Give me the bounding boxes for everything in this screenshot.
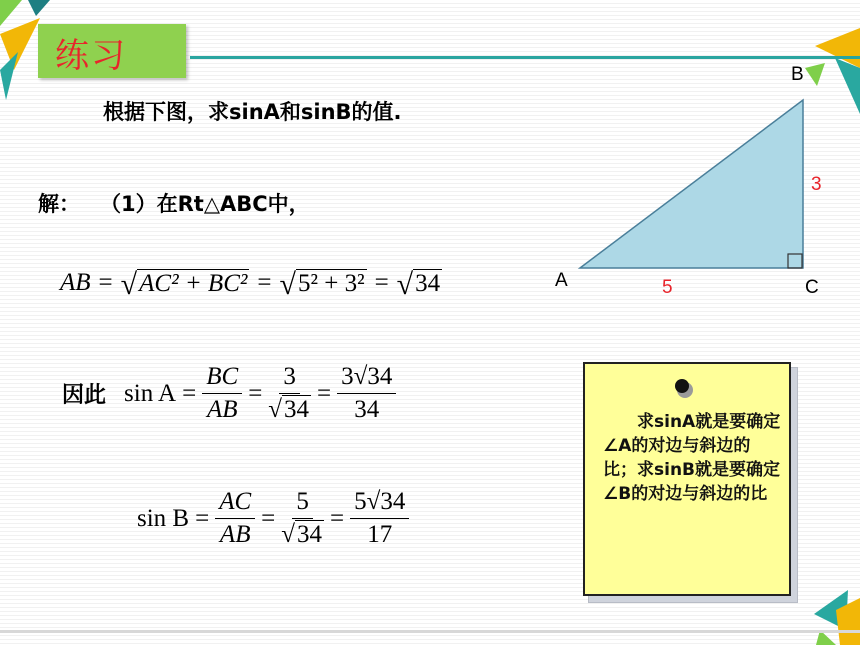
equation-sina-row bbox=[62, 363, 402, 424]
sina-fraction-1 bbox=[202, 363, 242, 424]
sqrt-symbol: √ bbox=[281, 521, 296, 548]
sqrt-symbol: √ bbox=[268, 396, 283, 423]
fraction-denominator: 17 bbox=[367, 521, 393, 548]
sinb-lhs: sin B bbox=[137, 504, 190, 532]
sinb-fraction-2 bbox=[281, 488, 324, 549]
equals-sign: = bbox=[98, 269, 113, 296]
fraction-denominator: AB bbox=[219, 521, 251, 548]
ab-radicand-1: AC² + BC² bbox=[139, 269, 248, 297]
ab-lhs: AB bbox=[60, 269, 91, 296]
equation-ab bbox=[60, 266, 442, 300]
sqrt-symbol-3: √ bbox=[396, 268, 414, 301]
sinb-fraction-1 bbox=[215, 488, 255, 549]
fraction-numerator: 5√34 bbox=[350, 488, 409, 519]
corner-decoration-bottom-right bbox=[790, 590, 860, 645]
ab-radicand-2: 5² + 3² bbox=[297, 269, 365, 297]
triangle-shape bbox=[580, 100, 803, 268]
sina-fraction-2 bbox=[268, 363, 311, 424]
hint-note bbox=[583, 362, 791, 596]
vertex-label-a: A bbox=[555, 270, 568, 291]
pin-icon bbox=[671, 374, 699, 402]
hint-text: 求sinA就是要确定∠A的对边与斜边的比；求sinB就是要确定∠B的对边与斜边的比 bbox=[603, 412, 781, 504]
fraction-numerator: 3 bbox=[279, 363, 300, 394]
fraction-denominator: 34 bbox=[354, 396, 380, 423]
fraction-numerator: 5 bbox=[292, 488, 313, 519]
ab-result: 34 bbox=[415, 269, 441, 297]
slide-title: 练习 bbox=[55, 36, 127, 76]
question-text: 根据下图，求sinA和sinB的值. bbox=[103, 100, 402, 124]
sina-fraction-3 bbox=[337, 363, 396, 424]
sqrt-symbol-1: √ bbox=[120, 268, 138, 301]
title-divider bbox=[190, 56, 860, 59]
solution-part-label: （1）在Rt△ABC中， bbox=[100, 192, 310, 216]
side-label-ac: 5 bbox=[662, 277, 673, 298]
vertex-label-c: C bbox=[805, 277, 819, 298]
solution-label: 解： bbox=[38, 192, 80, 216]
equals-sign: = bbox=[374, 269, 389, 296]
footer-divider bbox=[0, 630, 860, 633]
sina-lhs: sin A bbox=[124, 379, 177, 407]
equals-sign: = bbox=[257, 269, 272, 296]
fraction-numerator: AC bbox=[215, 488, 255, 519]
sinb-fraction-3 bbox=[350, 488, 409, 549]
fraction-denominator: 34 bbox=[284, 396, 310, 423]
fraction-numerator: 3√34 bbox=[337, 363, 396, 394]
solution-heading bbox=[38, 188, 310, 218]
fraction-numerator: BC bbox=[202, 363, 242, 394]
fraction-denominator: AB bbox=[206, 396, 238, 423]
equation-sina: sin A = $\frac{BC}{AB}$ = $\frac{3}{√34}$ = $\frac{3√34}{34}$ bbox=[124, 363, 402, 424]
right-triangle-diagram bbox=[560, 60, 830, 310]
vertex-label-b: B bbox=[791, 64, 804, 85]
therefore-label: 因此 bbox=[62, 383, 107, 408]
sqrt-symbol-2: √ bbox=[279, 268, 296, 301]
fraction-denominator: 34 bbox=[297, 521, 323, 548]
equation-sinb: sin B = $\frac{AC}{AB}$ = $\frac{5}{√34}$ = $\frac{5√34}{17}$ bbox=[137, 488, 415, 549]
side-label-bc: 3 bbox=[811, 174, 822, 195]
